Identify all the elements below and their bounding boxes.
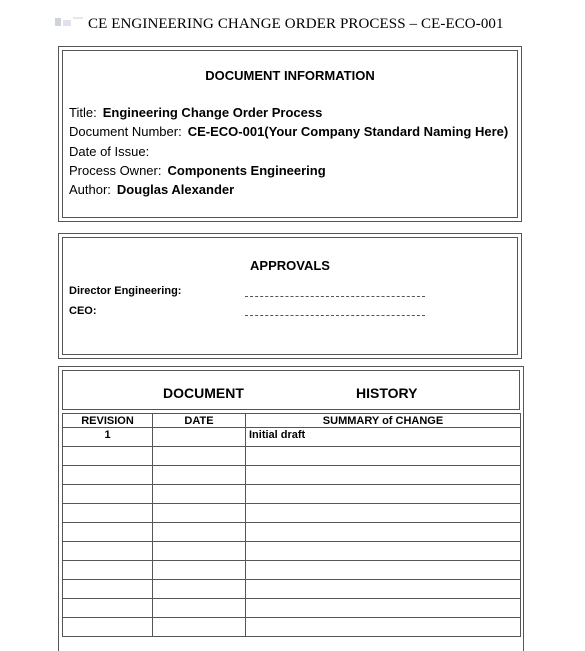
field-title-label: Title: [69, 105, 97, 120]
logo-mark [55, 16, 83, 28]
date-cell[interactable] [153, 580, 246, 599]
date-cell[interactable] [153, 504, 246, 523]
revision-cell[interactable] [63, 561, 153, 580]
document-history-box [58, 366, 524, 651]
revision-cell[interactable] [63, 580, 153, 599]
approvals-box [58, 233, 522, 359]
date-cell[interactable] [153, 466, 246, 485]
field-title [69, 105, 322, 120]
field-date-of-issue-label: Date of Issue: [69, 144, 150, 159]
table-row [63, 561, 521, 580]
revision-cell[interactable]: 1 [63, 428, 153, 447]
field-title-value: Engineering Change Order Process [102, 105, 323, 120]
summary-cell[interactable] [246, 523, 521, 542]
column-header-date: DATE [153, 414, 246, 428]
signature-line-director-engineering[interactable] [245, 296, 425, 297]
history-heading-document: DOCUMENT [163, 385, 244, 401]
date-cell[interactable] [153, 428, 246, 447]
field-date-of-issue [69, 144, 155, 159]
field-document-number-label: Document Number: [69, 124, 182, 139]
summary-cell[interactable] [246, 599, 521, 618]
revision-cell[interactable] [63, 618, 153, 637]
table-row [63, 618, 521, 637]
summary-cell[interactable] [246, 580, 521, 599]
table-row [63, 599, 521, 618]
date-cell[interactable] [153, 618, 246, 637]
date-cell[interactable] [153, 447, 246, 466]
field-process-owner-value: Components Engineering [167, 163, 326, 178]
summary-cell[interactable] [246, 618, 521, 637]
table-row [63, 523, 521, 542]
revision-cell[interactable] [63, 542, 153, 561]
column-header-revision: REVISION [63, 414, 153, 428]
revision-cell[interactable] [63, 466, 153, 485]
summary-cell[interactable] [246, 561, 521, 580]
field-process-owner [69, 163, 326, 178]
signature-line-ceo[interactable] [245, 315, 425, 316]
table-row [63, 447, 521, 466]
document-header-title: CE ENGINEERING CHANGE ORDER PROCESS – CE-ECO-001 [88, 16, 504, 32]
summary-cell[interactable] [246, 485, 521, 504]
date-cell[interactable] [153, 485, 246, 504]
revision-cell[interactable] [63, 599, 153, 618]
document-information-box [58, 46, 522, 222]
history-header [62, 370, 520, 410]
field-author [69, 182, 234, 197]
summary-cell[interactable] [246, 542, 521, 561]
approval-label-ceo: CEO: [69, 305, 97, 317]
table-row [63, 504, 521, 523]
summary-cell[interactable]: Initial draft [246, 428, 521, 447]
summary-cell[interactable] [246, 447, 521, 466]
date-cell[interactable] [153, 523, 246, 542]
history-table-header-row [63, 414, 521, 428]
document-information-heading: DOCUMENT INFORMATION [205, 68, 375, 83]
revision-cell[interactable] [63, 447, 153, 466]
approval-label-director-engineering: Director Engineering: [69, 285, 182, 297]
approvals-heading: APPROVALS [250, 258, 330, 273]
revision-cell[interactable] [63, 523, 153, 542]
date-cell[interactable] [153, 599, 246, 618]
table-row [63, 428, 521, 447]
field-author-value: Douglas Alexander [116, 182, 235, 197]
column-header-summary: SUMMARY of CHANGE [246, 414, 521, 428]
summary-cell[interactable] [246, 504, 521, 523]
revision-cell[interactable] [63, 504, 153, 523]
table-row [63, 542, 521, 561]
date-cell[interactable] [153, 542, 246, 561]
field-process-owner-label: Process Owner: [69, 163, 162, 178]
date-cell[interactable] [153, 561, 246, 580]
summary-cell[interactable] [246, 466, 521, 485]
revision-cell[interactable] [63, 485, 153, 504]
history-heading-history: HISTORY [356, 385, 418, 401]
history-table [62, 413, 521, 637]
table-row [63, 580, 521, 599]
field-document-number [69, 124, 508, 139]
table-row [63, 466, 521, 485]
field-document-number-value: CE-ECO-001(Your Company Standard Naming Here) [187, 124, 509, 139]
field-author-label: Author: [69, 182, 111, 197]
table-row [63, 485, 521, 504]
